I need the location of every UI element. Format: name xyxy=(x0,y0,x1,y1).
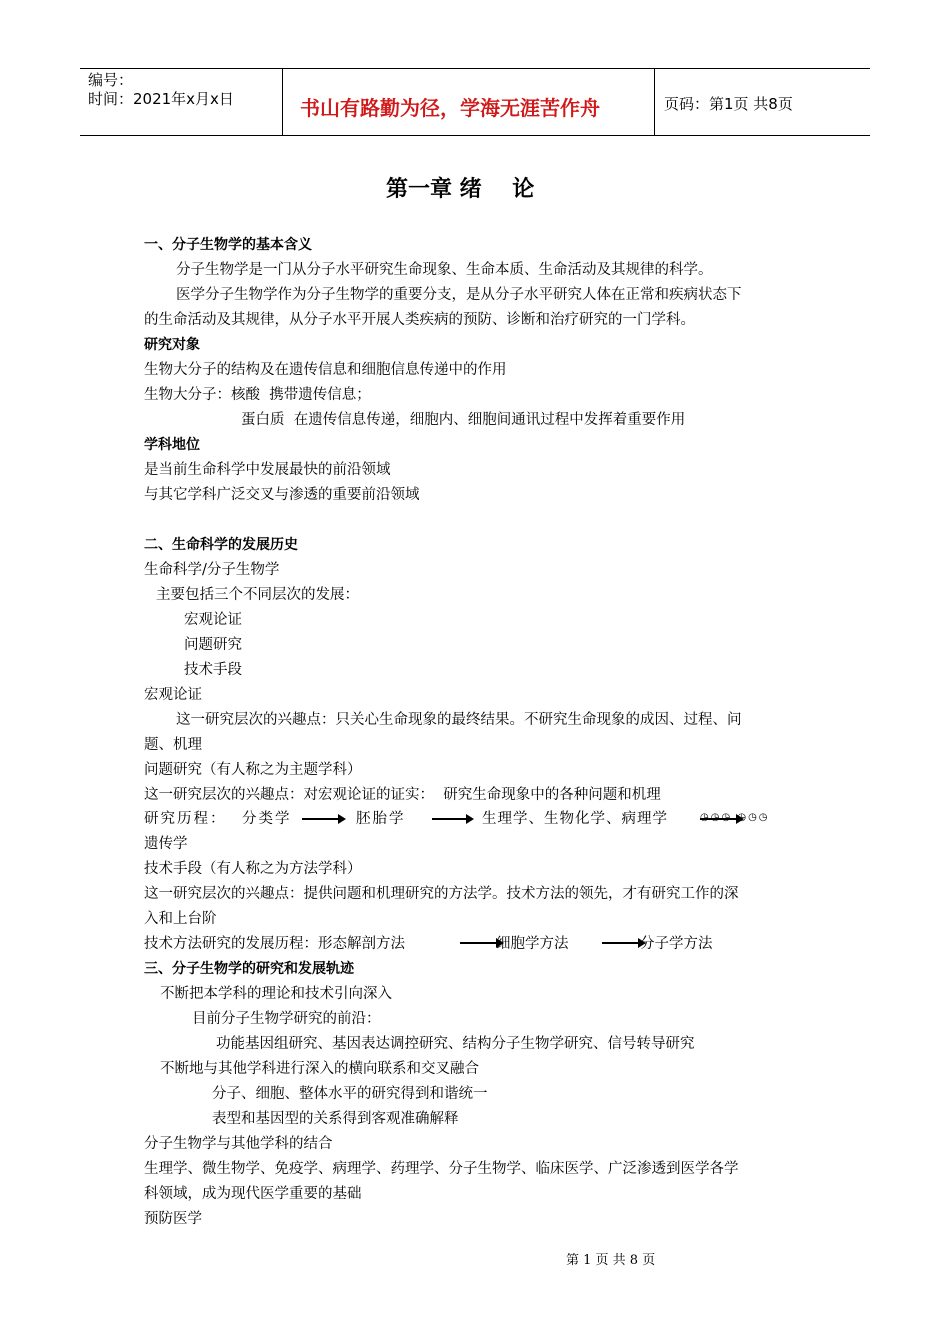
sec2-macro-desc-1: 这一研究层次的兴趣点：只关心生命现象的最终结果。不研究生命现象的成因、过程、问 xyxy=(176,712,742,728)
section-3-heading: 三、分子生物学的研究和发展轨迹 xyxy=(144,961,354,977)
history-step-4: 遗传学 xyxy=(144,836,188,852)
sec3-line-7: 分子生物学与其他学科的结合 xyxy=(144,1136,333,1152)
sec3-line-5: 分子、细胞、整体水平的研究得到和谐统一 xyxy=(212,1086,488,1102)
document-number-label: 编号： xyxy=(88,71,134,89)
sec3-line-1: 不断把本学科的理论和技术引向深入 xyxy=(160,986,392,1002)
sec3-line-2: 目前分子生物学研究的前沿： xyxy=(192,1011,381,1027)
tech-step-2: 分子学方法 xyxy=(640,936,713,952)
sec2-line-2: 主要包括三个不同层次的发展： xyxy=(156,587,359,603)
history-symbols: ◷◷◷ ◷◷◷ xyxy=(700,812,770,823)
sec3-line-8: 生理学、微生物学、免疫学、病理学、药理学、分子生物学、临床医学、广泛渗透到医学各学 xyxy=(144,1161,739,1177)
sec2-technique-heading: 技术手段（有人称之为方法学科） xyxy=(144,861,362,877)
history-label: 研究历程： xyxy=(144,811,227,827)
sec2-problem-heading: 问题研究（有人称之为主题学科） xyxy=(144,762,362,778)
status-line-2: 与其它学科广泛交叉与渗透的重要前沿领域 xyxy=(144,487,420,503)
sec2-macro-heading: 宏观论证 xyxy=(144,687,202,703)
history-step-1: 分类学 xyxy=(242,811,292,827)
research-object-line-2: 生物大分子：核酸 携带遗传信息； xyxy=(144,387,371,403)
section-1-heading: 一、分子生物学的基本含义 xyxy=(144,237,312,253)
status-heading: 学科地位 xyxy=(144,437,200,453)
research-object-line-3: 蛋白质 在遗传信息传递，细胞内、细胞间通讯过程中发挥着重要作用 xyxy=(241,412,686,428)
header-bottom-border xyxy=(80,135,870,136)
history-step-2: 胚胎学 xyxy=(356,811,406,827)
tech-step-1: 细胞学方法 xyxy=(496,936,569,952)
sec2-level-technique: 技术手段 xyxy=(184,662,242,678)
header-divider-2 xyxy=(654,68,655,136)
sec1-paragraph-1: 分子生物学是一门从分子水平研究生命现象、生命本质、生命活动及其规律的科学。 xyxy=(176,262,713,278)
sec3-line-10: 预防医学 xyxy=(144,1211,202,1227)
history-step-3: 生理学、生物化学、病理学 xyxy=(482,811,668,827)
header-top-border xyxy=(80,68,870,69)
sec2-line-1: 生命科学/分子生物学 xyxy=(144,562,280,578)
sec1-paragraph-2-line-1: 医学分子生物学作为分子生物学的重要分支，是从分子水平研究人体在正常和疾病状态下 xyxy=(176,287,742,303)
sec3-line-9: 科领域，成为现代医学重要的基础 xyxy=(144,1186,362,1202)
header-divider-1 xyxy=(282,68,283,136)
sec3-line-6: 表型和基因型的关系得到客观准确解释 xyxy=(212,1111,459,1127)
sec2-technique-desc-2: 入和上台阶 xyxy=(144,911,217,927)
sec2-level-problem: 问题研究 xyxy=(184,637,242,653)
header-motto: 书山有路勤为径，学海无涯苦作舟 xyxy=(300,96,600,120)
chapter-title: 第一章 绪 论 xyxy=(386,177,535,202)
sec3-line-3: 功能基因组研究、基因表达调控研究、结构分子生物学研究、信号转导研究 xyxy=(216,1036,695,1052)
status-line-1: 是当前生命科学中发展最快的前沿领域 xyxy=(144,462,391,478)
history-arrow-2 xyxy=(432,818,472,820)
history-arrow-1 xyxy=(302,818,344,820)
sec1-paragraph-2-line-2: 的生命活动及其规律，从分子水平开展人类疾病的预防、诊断和治疗研究的一门学科。 xyxy=(144,312,695,328)
sec2-level-macro: 宏观论证 xyxy=(184,612,242,628)
research-object-heading: 研究对象 xyxy=(144,337,200,353)
header-page-info: 页码：第1页 共8页 xyxy=(664,95,793,113)
section-2-heading: 二、生命科学的发展历史 xyxy=(144,537,298,553)
tech-arrow-2 xyxy=(602,942,644,944)
tech-history-label: 技术方法研究的发展历程：形态解剖方法 xyxy=(144,936,405,952)
sec3-line-4: 不断地与其他学科进行深入的横向联系和交叉融合 xyxy=(160,1061,479,1077)
research-object-line-1: 生物大分子的结构及在遗传信息和细胞信息传递中的作用 xyxy=(144,362,507,378)
sec2-macro-desc-2: 题、机理 xyxy=(144,737,202,753)
document-date-label: 时间：2021年x月x日 xyxy=(88,90,234,108)
sec2-technique-desc-1: 这一研究层次的兴趣点：提供问题和机理研究的方法学。技术方法的领先，才有研究工作的深 xyxy=(144,886,739,902)
page-footer: 第 1 页 共 8 页 xyxy=(566,1253,656,1268)
sec2-problem-desc: 这一研究层次的兴趣点：对宏观论证的证实： 研究生命现象中的各种问题和机理 xyxy=(144,787,661,803)
